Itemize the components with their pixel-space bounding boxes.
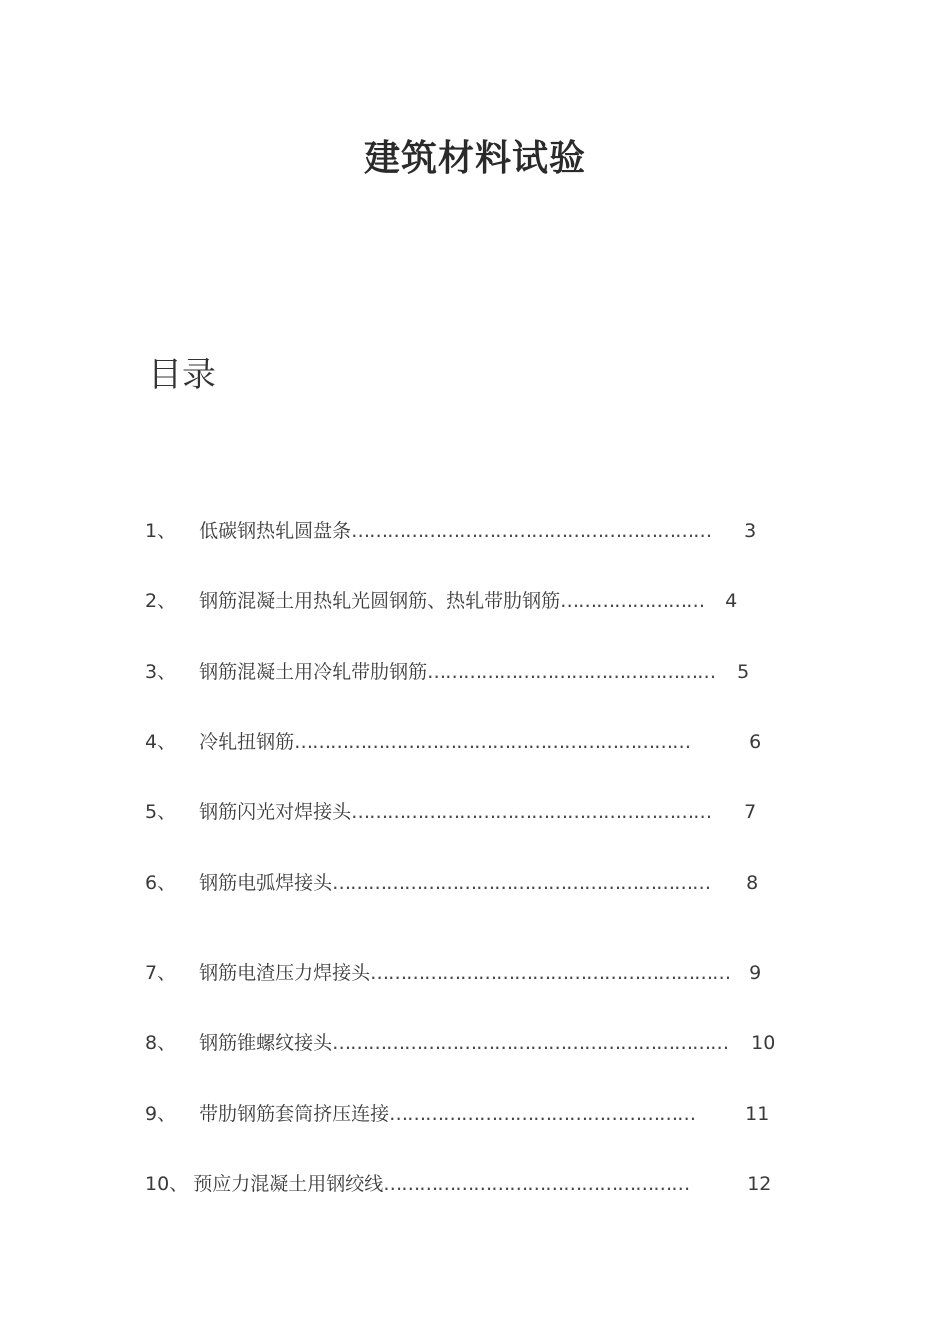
toc-entry-page: 12	[747, 1173, 772, 1195]
toc-entry-leader: …………………………………………	[427, 661, 716, 683]
toc-entry-leader: ……………………………………………………	[370, 962, 731, 984]
toc-entry-separator: 、	[157, 1103, 177, 1125]
toc-entry-separator: 、	[157, 520, 177, 542]
toc-entry-leader: ……………………………………………	[389, 1103, 696, 1125]
toc-entry-number: 7	[145, 962, 158, 984]
toc-entry-number: 6	[145, 872, 158, 894]
toc-entry	[145, 1171, 771, 1197]
toc-entry-leader: ……………………………………………………	[351, 520, 712, 542]
toc-entry-number: 1	[145, 520, 158, 542]
toc-entry-leader: ……………………………………………	[383, 1173, 690, 1195]
toc-entry-title: 冷轧扭钢筋	[199, 731, 295, 753]
toc-entry-title: 低碳钢热轧圆盘条	[199, 520, 352, 542]
toc-entry-title: 钢筋锥螺纹接头	[199, 1032, 333, 1054]
toc-entry-separator: 、	[157, 731, 177, 753]
toc-entry-page: 11	[745, 1103, 770, 1125]
toc-entry-page: 4	[725, 590, 738, 612]
toc-entry-page: 8	[746, 872, 759, 894]
toc-entry-title: 带肋钢筋套筒挤压连接	[199, 1103, 390, 1125]
toc-entry-separator: 、	[157, 661, 177, 683]
toc-entry-leader: …………………………………………………………	[332, 1032, 729, 1054]
toc-entry-number: 3	[145, 661, 158, 683]
document-title: 建筑材料试验	[363, 137, 586, 179]
toc-entry-page: 10	[751, 1032, 776, 1054]
toc-entry-number: 8	[145, 1032, 158, 1054]
toc-entry	[145, 799, 756, 825]
toc-entry-title: 钢筋电渣压力焊接头	[199, 962, 371, 984]
toc-entry	[145, 518, 756, 544]
toc-entry-page: 3	[744, 520, 757, 542]
toc-entry-separator: 、	[157, 1032, 177, 1054]
toc-entry-separator: 、	[169, 1173, 189, 1195]
toc-entry-number: 10	[145, 1173, 170, 1195]
toc-entry-number: 4	[145, 731, 158, 753]
toc-entry-separator: 、	[157, 872, 177, 894]
toc-entry	[145, 960, 761, 986]
toc-heading: 目录	[148, 355, 216, 395]
toc-entry-title: 钢筋混凝土用热轧光圆钢筋、热轧带肋钢筋	[199, 590, 561, 612]
toc-entry-separator: 、	[157, 962, 177, 984]
toc-entry	[145, 659, 749, 685]
toc-entry-title: 钢筋电弧焊接头	[199, 872, 333, 894]
toc-entry	[145, 1030, 775, 1056]
toc-entry-title: 钢筋混凝土用冷轧带肋钢筋	[199, 661, 428, 683]
toc-entry-number: 2	[145, 590, 158, 612]
toc-entry	[145, 870, 758, 896]
toc-entry-leader: ……………………	[560, 590, 705, 612]
toc-entry-title: 预应力混凝土用钢绞线	[193, 1173, 384, 1195]
toc-entry-number: 5	[145, 801, 158, 823]
toc-entry-page: 7	[744, 801, 757, 823]
toc-entry-page: 6	[749, 731, 762, 753]
toc-entry-number: 9	[145, 1103, 158, 1125]
toc-entry	[145, 1101, 769, 1127]
toc-entry-separator: 、	[157, 801, 177, 823]
toc-entry	[145, 729, 761, 755]
toc-entry-leader: …………………………………………………………	[294, 731, 691, 753]
toc-entry	[145, 588, 737, 614]
toc-entry-leader: ………………………………………………………	[332, 872, 711, 894]
toc-entry-separator: 、	[157, 590, 177, 612]
toc-entry-leader: ……………………………………………………	[351, 801, 712, 823]
toc-entry-page: 5	[737, 661, 750, 683]
toc-entry-page: 9	[749, 962, 762, 984]
toc-entry-title: 钢筋闪光对焊接头	[199, 801, 352, 823]
